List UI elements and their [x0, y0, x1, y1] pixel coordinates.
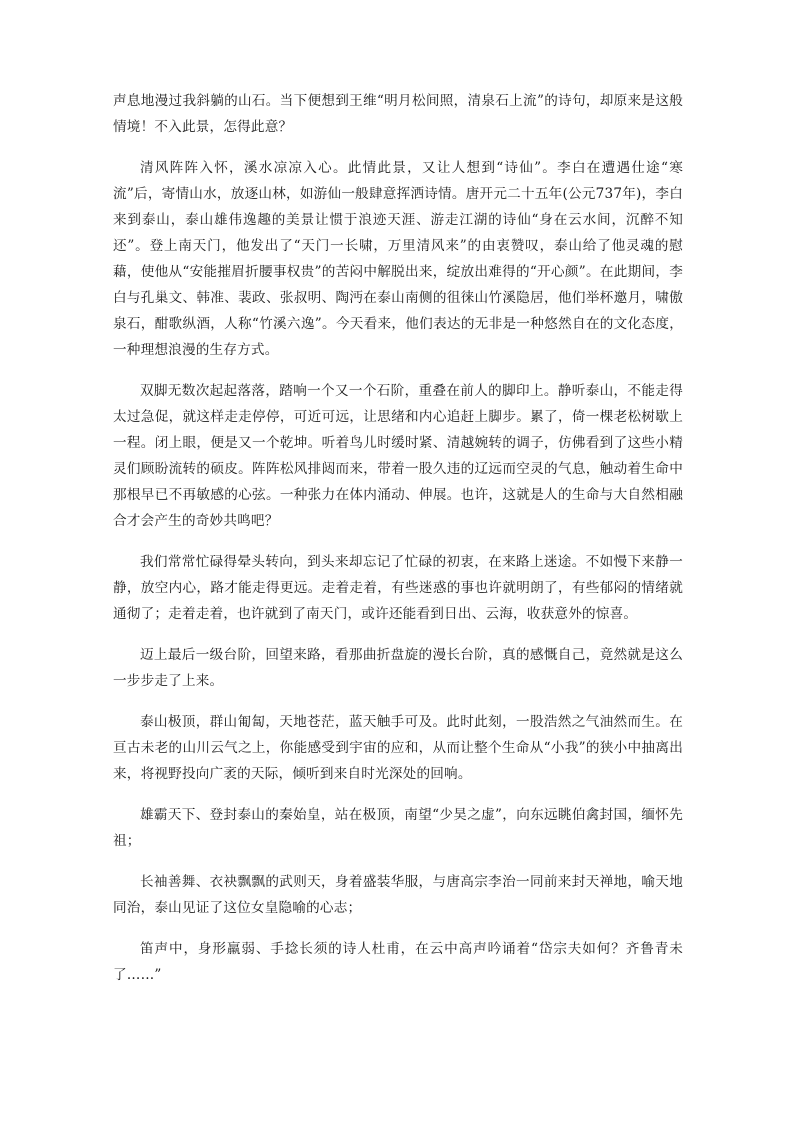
paragraph-continuation: 声息地漫过我斜躺的山石。当下便想到王维“明月松间照，清泉石上流”的诗句，却原来是这般情境！不入此景，怎得此意？	[113, 93, 683, 135]
paragraph-qin-shihuang: 雄霸天下、登封泰山的秦始皇，站在极顶，南望“少昊之虚”，向东远眺伯禽封国，缅怀先祖；	[113, 807, 683, 849]
paragraph-wu-zetian: 长袖善舞、衣袂飘飘的武则天，身着盛装华服，与唐高宗李治一同前来封天禅地，喻天地同治，泰山见证了这位女皇隐喻的心志；	[113, 874, 683, 916]
paragraph-slow-down: 我们常常忙碌得晕头转向，到头来却忘记了忙碌的初衷，在来路上迷途。不如慢下来静一静，放空内心，路才能走得更远。走着走着，有些迷惑的事也许就明朗了，有些郁闷的情绪就通彻了；走着走着，也许就到了南天门，或许还能看到日出、云海，收获意外的惊喜。	[113, 554, 683, 622]
paragraph-du-fu: 笛声中，身形羸弱、手捻长须的诗人杜甫，在云中高声吟诵着“岱宗夫如何？齐鲁青未了……”	[113, 941, 683, 983]
article-body	[113, 88, 683, 1003]
paragraph-climbing-steps: 双脚无数次起起落落，踏响一个又一个石阶，重叠在前人的脚印上。静听泰山，不能走得太过急促，就这样走走停停，可近可远，让思绪和内心追赶上脚步。累了，倚一棵老松树歇上一程。闭上眼，便是又一个乾坤。听着鸟儿时缓时紧、清越婉转的调子，仿佛看到了这些小精灵们顾盼流转的硕皮。阵阵松风排闼而来，带着一股久违的辽远而空灵的气息，触动着生命中那根早已不再敏感的心弦。一种张力在体内涌动、伸展。也许，这就是人的生命与大自然相融合才会产生的奇妙共鸣吧？	[113, 383, 683, 529]
paragraph-last-step: 迈上最后一级台阶，回望来路，看那曲折盘旋的漫长台阶，真的感慨自己，竟然就是这么一步步走了上来。	[113, 647, 683, 689]
paragraph-li-bai: 清风阵阵入怀，溪水凉凉入心。此情此景，又让人想到“诗仙”。李白在遭遇仕途“寒流”后，寄情山水，放逐山林，如游仙一般肆意挥洒诗情。唐开元二十五年(公元737年)，李白来到泰山，泰山雄伟逸趣的美景让惯于浪迹天涯、游走江湖的诗仙“身在云水间，沉醉不知还”。登上南天门，他发出了“天门一长啸，万里清风来”的由衷赞叹，泰山给了他灵魂的慰藉，使他从“安能摧眉折腰事权贵”的苦闷中解脱出来，绽放出难得的“开心颜”。在此期间，李白与孔巢文、韩准、裴政、张叔明、陶沔在泰山南侧的徂徕山竹溪隐居，他们举杯邀月，啸傲泉石，酣歌纵酒，人称“竹溪六逸”。今天看来，他们表达的无非是一种悠然自在的文化态度，一种理想浪漫的生存方式。	[113, 160, 683, 358]
paragraph-summit: 泰山极顶，群山匍匐，天地苍茫，蓝天触手可及。此时此刻，一股浩然之气油然而生。在亘古未老的山川云气之上，你能感受到宇宙的应和，从而让整个生命从“小我”的狭小中抽离出来，将视野投向广袤的天际，倾听到来自时光深处的回响。	[113, 714, 683, 782]
